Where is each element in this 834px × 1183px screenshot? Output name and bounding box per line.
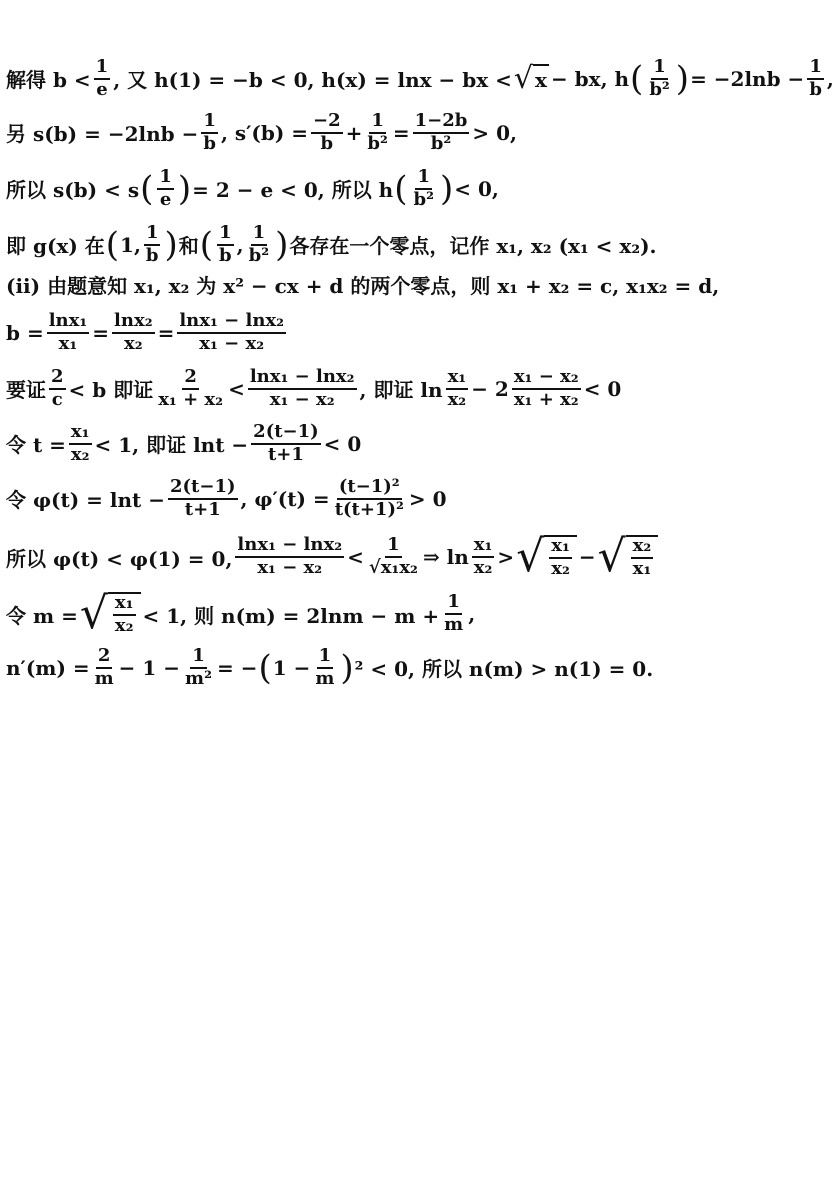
math-line: [6, 478, 446, 520]
text-segment: < b 即证: [68, 378, 154, 403]
fraction: [69, 423, 92, 465]
fraction: [157, 168, 174, 210]
text-segment: +: [345, 120, 363, 145]
radicand: [626, 535, 659, 579]
fraction: [247, 224, 271, 266]
parenthesis: ): [177, 168, 192, 209]
numerator: x₁: [446, 368, 469, 390]
parenthesis: ): [275, 224, 289, 265]
fraction: [512, 368, 581, 410]
denominator: x₁ − x₂: [257, 557, 323, 578]
denominator: b²: [430, 132, 452, 154]
denominator: √x₁x₂: [368, 557, 418, 578]
fraction: [201, 112, 218, 154]
parenthesis: (: [140, 168, 154, 209]
numerator: −2: [311, 112, 343, 134]
numerator: lnx₂: [112, 312, 155, 334]
numerator: 1: [651, 58, 668, 80]
text-segment: = −: [216, 655, 258, 680]
numerator: 1: [217, 224, 234, 246]
text-segment: < 1, 即证 lnt −: [94, 433, 249, 458]
fraction: [217, 224, 234, 266]
fraction: [177, 312, 286, 354]
numerator: 1: [94, 58, 111, 80]
fraction: [248, 368, 357, 410]
fraction: [251, 423, 320, 465]
radical-sign: √: [79, 588, 108, 639]
text-segment: 要证: [6, 378, 46, 403]
denominator: x₁: [58, 332, 78, 354]
math-line: [6, 270, 719, 299]
text-segment: ⇒ ln: [422, 545, 469, 569]
fraction: [631, 537, 654, 579]
denominator: b: [219, 244, 232, 266]
denominator: x₁ − x₂: [269, 388, 335, 410]
text-segment: 各存在一个零点，记作 x₁, x₂ (x₁ < x₂).: [289, 234, 657, 259]
numerator: lnx₁ − lnx₂: [235, 536, 344, 558]
text-segment: 所以 s(b) < s: [6, 178, 140, 203]
numerator: x₁: [472, 536, 495, 558]
text-segment: − 2: [471, 376, 509, 401]
math-line: [6, 58, 834, 100]
text-segment: , 又 h(1) = −b < 0, h(x) = lnx − bx <: [113, 68, 512, 93]
square-root: [516, 531, 577, 582]
text-segment: b =: [6, 320, 44, 345]
numerator: 1: [415, 168, 432, 190]
parenthesis: ): [164, 224, 178, 265]
denominator: e: [159, 188, 172, 210]
denominator: m: [315, 667, 335, 689]
denominator: b²: [248, 244, 270, 266]
math-line: [6, 531, 660, 582]
parenthesis: ): [675, 58, 690, 99]
text-segment: ² < 0, 所以 n(m) > n(1) = 0.: [354, 657, 654, 682]
numerator: lnx₁: [47, 312, 90, 334]
denominator: x₂: [114, 615, 134, 636]
parenthesis: ): [340, 647, 354, 688]
text-segment: = 2 − e < 0, 所以 h: [192, 178, 394, 203]
text-segment: < 1, 则 n(m) = 2lnm − m +: [142, 603, 440, 628]
text-segment: <: [347, 545, 364, 569]
denominator: m: [444, 614, 464, 635]
text-segment: =: [157, 320, 175, 345]
denominator: x₂: [123, 332, 143, 354]
text-segment: 1,: [120, 232, 141, 257]
text-segment: , s′(b) =: [220, 120, 309, 145]
parenthesis: (: [630, 58, 644, 99]
fraction: [156, 368, 225, 410]
fraction: [49, 368, 66, 410]
denominator: x₂: [473, 557, 493, 578]
fraction: [235, 536, 344, 578]
numerator: x₁: [69, 423, 92, 445]
text-segment: 1 −: [272, 655, 311, 680]
fraction: [112, 312, 155, 354]
numerator: 1: [190, 647, 207, 669]
text-segment: 和: [178, 234, 199, 259]
numerator: 1: [445, 593, 462, 615]
numerator: 1: [807, 58, 824, 80]
numerator: x₂: [631, 537, 654, 559]
fraction: [367, 536, 420, 578]
parenthesis: (: [105, 224, 120, 265]
parenthesis: ): [439, 168, 454, 209]
text-segment: ,: [826, 66, 834, 91]
numerator: x₁: [113, 594, 136, 616]
fraction: [183, 647, 214, 689]
denominator: x₁ + x₂: [158, 388, 224, 410]
fraction: [313, 647, 336, 689]
text-segment: ,: [236, 232, 244, 257]
denominator: x₁ − x₂: [199, 332, 265, 354]
numerator: 2: [96, 647, 113, 669]
math-line: [6, 647, 653, 689]
fraction: [442, 593, 465, 635]
fraction: [647, 58, 671, 100]
square-root: [597, 531, 659, 582]
numerator: lnx₁ − lnx₂: [248, 368, 357, 390]
numerator: 1−2b: [413, 112, 470, 134]
fraction: [472, 536, 495, 578]
denominator: x₂: [447, 388, 467, 410]
radicand: [108, 592, 141, 636]
text-segment: < 0,: [454, 176, 499, 201]
fraction: [47, 312, 90, 354]
fraction: [333, 478, 406, 520]
denominator: b²: [649, 78, 670, 100]
text-segment: < 0: [583, 376, 622, 401]
math-line: [6, 588, 476, 639]
denominator: x₂: [70, 443, 90, 465]
fraction: [311, 112, 343, 154]
text-segment: − bx, h: [550, 66, 630, 91]
numerator: x₁ − x₂: [512, 368, 581, 390]
numerator: 1: [201, 112, 218, 134]
radicand: [544, 535, 577, 579]
parenthesis: (: [258, 647, 272, 688]
math-line: [6, 423, 361, 465]
denominator: b: [145, 244, 159, 266]
text-segment: −: [578, 545, 596, 569]
fraction: [93, 647, 116, 689]
numerator: 1: [251, 224, 268, 246]
text-segment: 令 t =: [6, 433, 66, 458]
text-segment: 令 m =: [6, 603, 78, 628]
denominator: t(t+1)²: [334, 498, 404, 520]
numerator: 1: [317, 647, 334, 669]
text-segment: , φ′(t) =: [240, 486, 330, 511]
denominator: x₁ + x₂: [513, 388, 579, 410]
text-segment: ,: [468, 602, 476, 626]
radical-sign: √: [513, 60, 533, 96]
numerator: lnx₁ − lnx₂: [177, 312, 286, 334]
denominator: b: [809, 78, 822, 100]
numerator: x₁: [549, 537, 572, 559]
text-segment: 另 s(b) = −2lnb −: [6, 122, 199, 147]
fraction: [446, 368, 469, 410]
math-line: [6, 312, 289, 354]
text-segment: =: [392, 120, 410, 145]
numerator: 1: [157, 168, 174, 190]
fraction: [365, 112, 389, 154]
radicand: x: [533, 64, 549, 94]
text-segment: (ii) 由题意知 x₁, x₂ 为 x² − cx + d 的两个零点，则 x₁ + x₂ = c, x₁x₂ = d,: [6, 274, 720, 298]
text-segment: >: [497, 545, 515, 569]
denominator: x₂: [551, 558, 570, 579]
denominator: m²: [185, 667, 212, 689]
fraction: [144, 224, 161, 266]
text-segment: > 0: [408, 486, 447, 511]
math-line: [6, 168, 499, 210]
denominator: x₁: [632, 558, 652, 579]
denominator: b²: [413, 188, 434, 210]
text-segment: 解得 b <: [6, 68, 91, 93]
text-segment: <: [228, 376, 245, 401]
text-segment: 即 g(x) 在: [6, 234, 105, 259]
fraction: [94, 58, 111, 100]
denominator: b: [203, 132, 216, 154]
text-segment: n′(m) =: [6, 655, 90, 680]
numerator: 2(t−1): [251, 423, 320, 445]
numerator: 1: [385, 536, 402, 558]
text-segment: = −2lnb −: [690, 66, 805, 91]
fraction: [549, 537, 572, 579]
text-segment: , 即证 ln: [359, 378, 443, 403]
text-segment: > 0,: [472, 120, 517, 145]
fraction: [168, 478, 237, 520]
denominator: e: [96, 78, 108, 100]
square-root: [79, 588, 141, 639]
numerator: 2: [49, 368, 66, 390]
parenthesis: (: [199, 224, 214, 265]
radical-sign: √: [516, 531, 545, 582]
fraction: [411, 168, 435, 210]
denominator: b: [320, 132, 334, 154]
numerator: (t−1)²: [337, 478, 402, 500]
text-segment: 所以 φ(t) < φ(1) = 0,: [6, 546, 233, 571]
numerator: 2: [182, 368, 199, 390]
text-segment: 令 φ(t) = lnt −: [6, 488, 166, 513]
denominator: t+1: [184, 498, 221, 520]
square-root: [513, 60, 549, 96]
math-line: [6, 224, 657, 266]
fraction: [113, 594, 136, 636]
text-segment: =: [92, 320, 110, 345]
numerator: 1: [144, 224, 161, 246]
denominator: m: [94, 667, 114, 689]
math-line: [6, 368, 621, 410]
fraction: [413, 112, 470, 154]
denominator: b²: [367, 132, 388, 154]
text-segment: < 0: [323, 431, 362, 456]
denominator: t+1: [267, 443, 304, 465]
fraction: [807, 58, 824, 100]
numerator: 2(t−1): [168, 478, 237, 500]
text-segment: − 1 −: [118, 655, 181, 680]
numerator: 1: [369, 112, 386, 134]
radical-sign: √: [597, 531, 626, 582]
math-line: [6, 112, 517, 154]
parenthesis: (: [394, 168, 408, 209]
denominator: c: [51, 388, 63, 410]
